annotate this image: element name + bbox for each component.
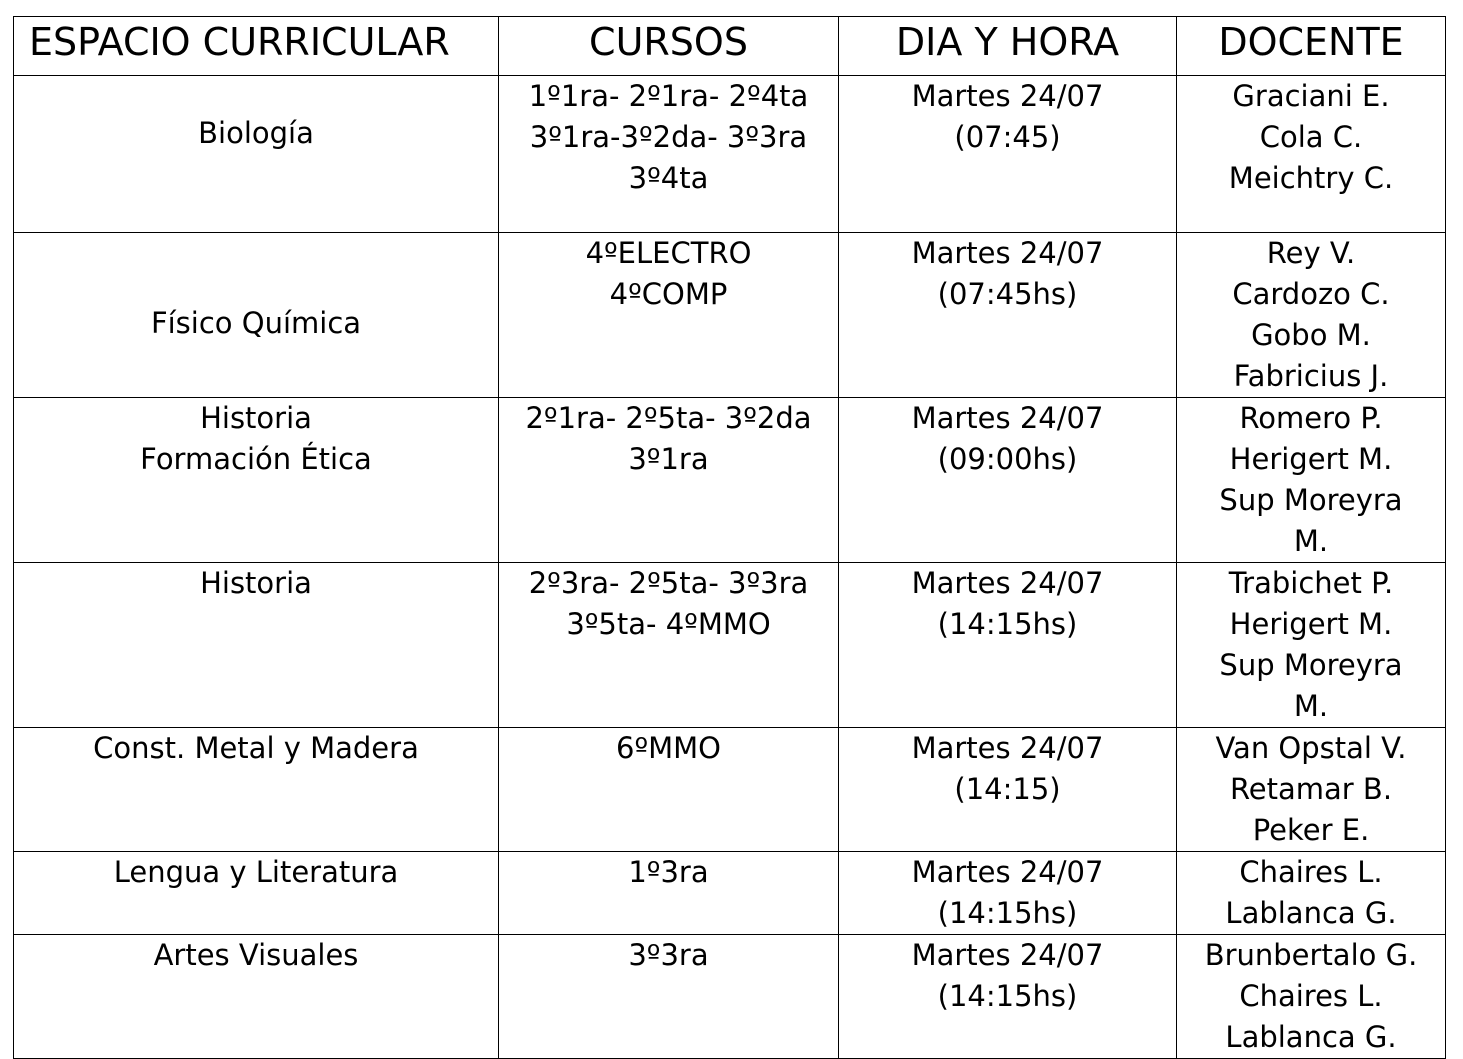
dia-hora-cell bbox=[839, 728, 1177, 852]
table-row bbox=[14, 728, 1446, 852]
dia-hora-line: Martes 24/07 bbox=[911, 236, 1104, 270]
docente-line: Chaires L. bbox=[1239, 979, 1383, 1013]
docente-line: Lablanca G. bbox=[1225, 1020, 1397, 1054]
docente-cell bbox=[1177, 728, 1446, 852]
dia-hora-line: Martes 24/07 bbox=[911, 79, 1104, 113]
cursos-line: 4ºCOMP bbox=[609, 277, 728, 311]
dia-hora-line: (14:15hs) bbox=[937, 896, 1078, 930]
cursos-line: 3º4ta bbox=[628, 161, 709, 195]
table-row bbox=[14, 233, 1446, 398]
dia-hora-line: Martes 24/07 bbox=[911, 401, 1104, 435]
espacio-curricular-line: Formación Ética bbox=[140, 442, 372, 476]
cursos-cell bbox=[499, 233, 839, 398]
dia-hora-line: (07:45) bbox=[954, 120, 1061, 154]
espacio-curricular-cell bbox=[14, 728, 499, 852]
docente-cell bbox=[1177, 398, 1446, 563]
docente-line: Graciani E. bbox=[1232, 79, 1390, 113]
docente-line: Retamar B. bbox=[1229, 772, 1393, 806]
docente-line: Herigert M. bbox=[1229, 442, 1393, 476]
dia-hora-line: (14:15) bbox=[954, 772, 1061, 806]
espacio-curricular-cell bbox=[14, 233, 499, 398]
dia-hora-line: Martes 24/07 bbox=[911, 731, 1104, 765]
espacio-curricular-line: Historia bbox=[200, 566, 312, 600]
espacio-curricular-line: Artes Visuales bbox=[153, 938, 359, 972]
cursos-line: 1º1ra- 2º1ra- 2º4ta bbox=[528, 79, 809, 113]
cursos-cell bbox=[499, 852, 839, 935]
docente-line: M. bbox=[1293, 524, 1329, 558]
docente-line: Fabricius J. bbox=[1233, 359, 1389, 393]
espacio-curricular-cell bbox=[14, 563, 499, 728]
espacio-curricular-cell bbox=[14, 76, 499, 233]
docente-line: Chaires L. bbox=[1239, 855, 1383, 889]
docente-cell bbox=[1177, 852, 1446, 935]
table-row bbox=[14, 76, 1446, 233]
dia-hora-line: (07:45hs) bbox=[937, 277, 1078, 311]
espacio-curricular-cell bbox=[14, 398, 499, 563]
cursos-cell bbox=[499, 563, 839, 728]
docente-line: Meichtry C. bbox=[1228, 161, 1394, 195]
dia-hora-line: (14:15hs) bbox=[937, 607, 1078, 641]
docente-line: Cardozo C. bbox=[1232, 277, 1390, 311]
header-dia-hora: DIA Y HORA bbox=[839, 17, 1177, 76]
cursos-line: 4ºELECTRO bbox=[585, 236, 752, 270]
espacio-curricular-line: Historia bbox=[200, 401, 312, 435]
docente-line: Brunbertalo G. bbox=[1204, 938, 1418, 972]
docente-line: Lablanca G. bbox=[1225, 896, 1397, 930]
docente-line: Trabichet P. bbox=[1228, 566, 1394, 600]
espacio-curricular-cell bbox=[14, 852, 499, 935]
header-row bbox=[14, 17, 1446, 76]
docente-line: Sup Moreyra bbox=[1219, 648, 1403, 682]
dia-hora-cell bbox=[839, 935, 1177, 1059]
docente-line: M. bbox=[1293, 689, 1329, 723]
espacio-curricular-line: Lengua y Literatura bbox=[113, 855, 399, 889]
cursos-line: 2º1ra- 2º5ta- 3º2da bbox=[525, 401, 812, 435]
dia-hora-cell bbox=[839, 76, 1177, 233]
dia-hora-line: Martes 24/07 bbox=[911, 938, 1104, 972]
header-espacio-curricular: ESPACIO CURRICULAR bbox=[14, 17, 499, 76]
cursos-line: 1º3ra bbox=[628, 855, 709, 889]
cursos-line: 2º3ra- 2º5ta- 3º3ra bbox=[528, 566, 809, 600]
espacio-curricular-line: Biología bbox=[198, 116, 314, 150]
table-row bbox=[14, 398, 1446, 563]
header-docente: DOCENTE bbox=[1177, 17, 1446, 76]
docente-cell bbox=[1177, 233, 1446, 398]
dia-hora-line: Martes 24/07 bbox=[911, 566, 1104, 600]
cursos-line: 3º5ta- 4ºMMO bbox=[566, 607, 771, 641]
dia-hora-cell bbox=[839, 233, 1177, 398]
dia-hora-line: Martes 24/07 bbox=[911, 855, 1104, 889]
cursos-line: 6ºMMO bbox=[616, 731, 721, 765]
dia-hora-line: (14:15hs) bbox=[937, 979, 1078, 1013]
table-row bbox=[14, 563, 1446, 728]
cursos-line: 3º1ra-3º2da- 3º3ra bbox=[529, 120, 808, 154]
docente-line: Gobo M. bbox=[1251, 318, 1371, 352]
dia-hora-line: (09:00hs) bbox=[937, 442, 1078, 476]
dia-hora-cell bbox=[839, 398, 1177, 563]
dia-hora-cell bbox=[839, 563, 1177, 728]
espacio-curricular-cell bbox=[14, 935, 499, 1059]
docente-line: Cola C. bbox=[1259, 120, 1363, 154]
espacio-curricular-line: Const. Metal y Madera bbox=[93, 731, 419, 765]
cursos-cell bbox=[499, 398, 839, 563]
docente-line: Herigert M. bbox=[1229, 607, 1393, 641]
cursos-cell bbox=[499, 728, 839, 852]
docente-cell bbox=[1177, 76, 1446, 233]
table-row bbox=[14, 852, 1446, 935]
docente-cell bbox=[1177, 563, 1446, 728]
docente-line: Rey V. bbox=[1266, 236, 1356, 270]
docente-line: Peker E. bbox=[1252, 813, 1370, 847]
docente-line: Romero P. bbox=[1239, 401, 1383, 435]
dia-hora-cell bbox=[839, 852, 1177, 935]
docente-cell bbox=[1177, 935, 1446, 1059]
cursos-cell bbox=[499, 76, 839, 233]
docente-line: Van Opstal V. bbox=[1215, 731, 1407, 765]
table-row bbox=[14, 935, 1446, 1059]
header-cursos: CURSOS bbox=[499, 17, 839, 76]
cursos-cell bbox=[499, 935, 839, 1059]
docente-line: Sup Moreyra bbox=[1219, 483, 1403, 517]
schedule-table bbox=[13, 16, 1446, 1059]
cursos-line: 3º1ra bbox=[628, 442, 709, 476]
cursos-line: 3º3ra bbox=[628, 938, 709, 972]
espacio-curricular-line: Físico Química bbox=[150, 306, 362, 340]
